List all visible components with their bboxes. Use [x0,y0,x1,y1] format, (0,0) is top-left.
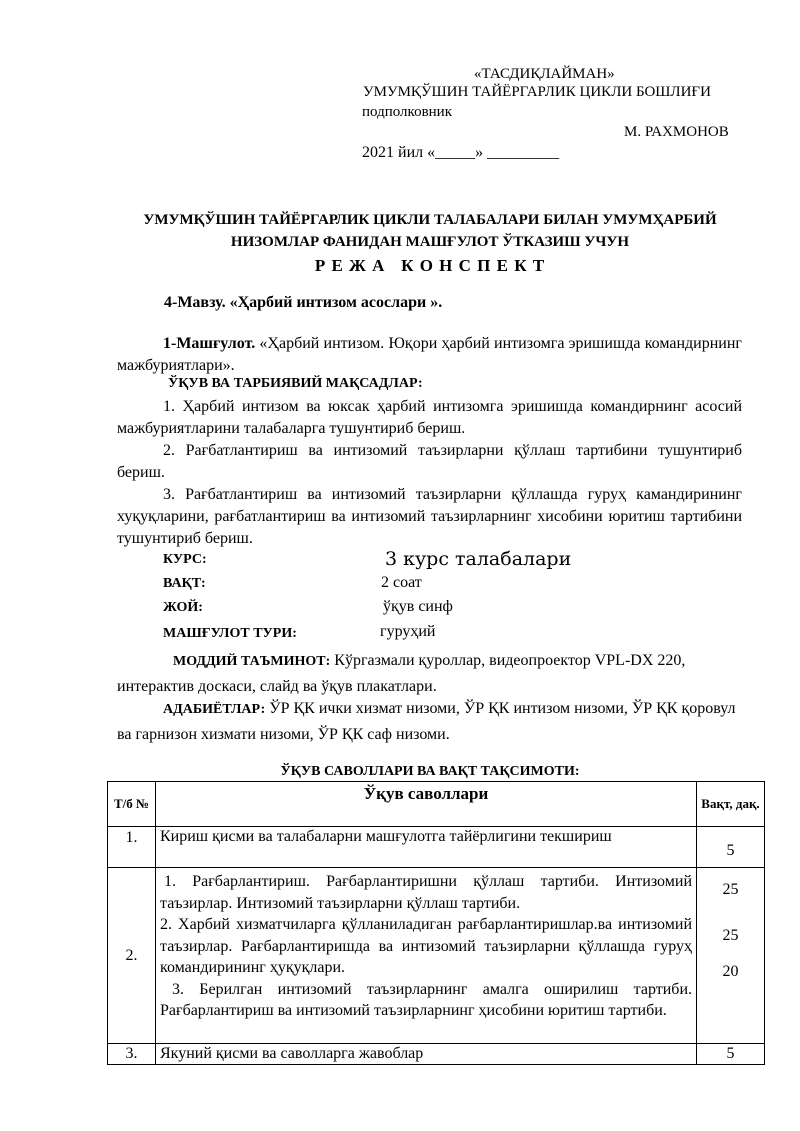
goal-item-1: 1. Ҳарбий интизом ва юксак ҳарбий интизомга эришишда командирнинг асосий мажбуриятларини талабаларга тушунтириб бериш. [117,398,742,437]
col-questions-header: Ўқув саволлари [156,782,697,827]
table-row [108,1044,765,1065]
table-row [108,827,765,868]
material-label: МОДДИЙ ТАЪМИНОТ: [173,654,331,669]
row-question: Кириш қисми ва талабаларни машғулотга тайёрлигини текшириш [156,827,697,868]
material-text: Кўргазмали қуроллар, видеопроектор VPL-DX 220, интерактив доскаси, слайд ва ўқув плакатлари. [117,652,686,695]
goal-item-3: 3. Рағбатлантириш ва интизомий таъзирларни қўллашда гуруҳ камандирининг хуқуқларини, рағбатлантириш ва интизомий таъзирларнинг хисобини юритиш тартибини тушунтириб бериш. [117,486,742,547]
time-label: ВАҚТ: [163,576,206,591]
place-label: ЖОЙ: [163,600,203,615]
course-label: КУРС: [163,552,207,567]
time-value-1: 25 [722,881,739,898]
approval-title: «ТАСДИҚЛАЙМАН» [474,66,615,82]
time-value: 2 соат [381,574,422,591]
row-time: 5 [697,827,765,868]
place-value: ўқув синф [383,598,453,615]
approval-date: 2021 йил «_____» _________ [362,144,560,161]
lesson-text: «Ҳарбий интизом. Юқори ҳарбий интизомга эришишда командирнинг мажбуриятлари». [117,335,742,374]
row-num: 1. [108,827,156,868]
time-value-3: 20 [722,963,739,980]
approval-position: УМУМҚЎШИН ТАЙЁРГАРЛИК ЦИКЛИ БОШЛИҒИ [363,84,711,100]
col-time-header: Вақт, дақ. [697,782,765,827]
literature-paragraph [117,696,742,747]
course-value: 3 курс талабалари [385,548,572,570]
approval-name: М. РАХМОНОВ [624,124,729,140]
question-item-3: 3. Берилган интизомий таъзирларнинг амалга оширилиш тартиби. Рағбарлантириш ва интизомий таъзирларнинг ҳисобини юритиш тартиби. [160,980,692,1019]
row-question [156,868,697,1044]
heading-line1: УМУМҚЎШИН ТАЙЁРГАРЛИК ЦИКЛИ ТАЛАБАЛАРИ БИЛАН УМУМҲАРБИЙ [143,212,717,228]
heading-line2: НИЗОМЛАР ФАНИДАН МАШҒУЛОТ ЎТКАЗИШ УЧУН [230,234,630,250]
lesson-label: 1-Машғулот. [163,335,256,352]
lesson-type-label: МАШҒУЛОТ ТУРИ: [163,626,297,641]
approval-rank: подполковник [362,104,452,120]
schedule-table [107,781,765,1065]
question-item-2: 2. Харбий хизматчиларга қўлланиладиган рағбарлантиришлар.ва интизомий таъзирлар. Рағбарлантиришда ва интизомий таъзирларни қўллашда гуруҳ командирининг ҳуқуқлари. [160,916,692,976]
row-time: 5 [697,1044,765,1065]
row-num: 3. [108,1044,156,1065]
material-paragraph [117,648,742,699]
literature-label: АДАБИЁТЛАР: [163,702,266,717]
goals-heading: ЎҚУВ ВА ТАРБИЯВИЙ МАҚСАДЛАР: [168,376,423,391]
schedule-caption: ЎҚУВ САВОЛЛАРИ ВА ВАҚТ ТАҚСИМОТИ: [280,764,580,779]
table-row [108,868,765,1044]
row-question: Якуний қисми ва саволларга жавоблар [156,1044,697,1065]
goal-item-2: 2. Рағбатлантириш ва интизомий таъзирларни қўллаш тартибини тушунтириб бериш. [117,442,742,481]
lesson-paragraph [117,333,742,377]
topic: 4-Мавзу. «Ҳарбий интизом асослари ». [164,294,443,311]
document-title: Р Е Ж А К О Н С П Е К Т [314,256,546,275]
lesson-type-value: гуруҳий [380,623,436,640]
row-num: 2. [108,868,156,1044]
table-header-row [108,782,765,827]
question-item-1: 1. Рағбарлантириш. Рағбарлантиришни қўллаш тартиби. Интизомий таъзирлар. Интизомий таъзирларни қўллаш тартиби. [160,873,692,912]
literature-text: ЎР ҚК ички хизмат низоми, ЎР ҚК интизом низоми, ЎР ҚК қоровул ва гарнизон хизмати низоми, ЎР ҚК саф низоми. [117,700,736,743]
col-num-header: Т/б № [108,782,156,827]
time-value-2: 25 [722,927,739,944]
row-time [697,868,765,1044]
